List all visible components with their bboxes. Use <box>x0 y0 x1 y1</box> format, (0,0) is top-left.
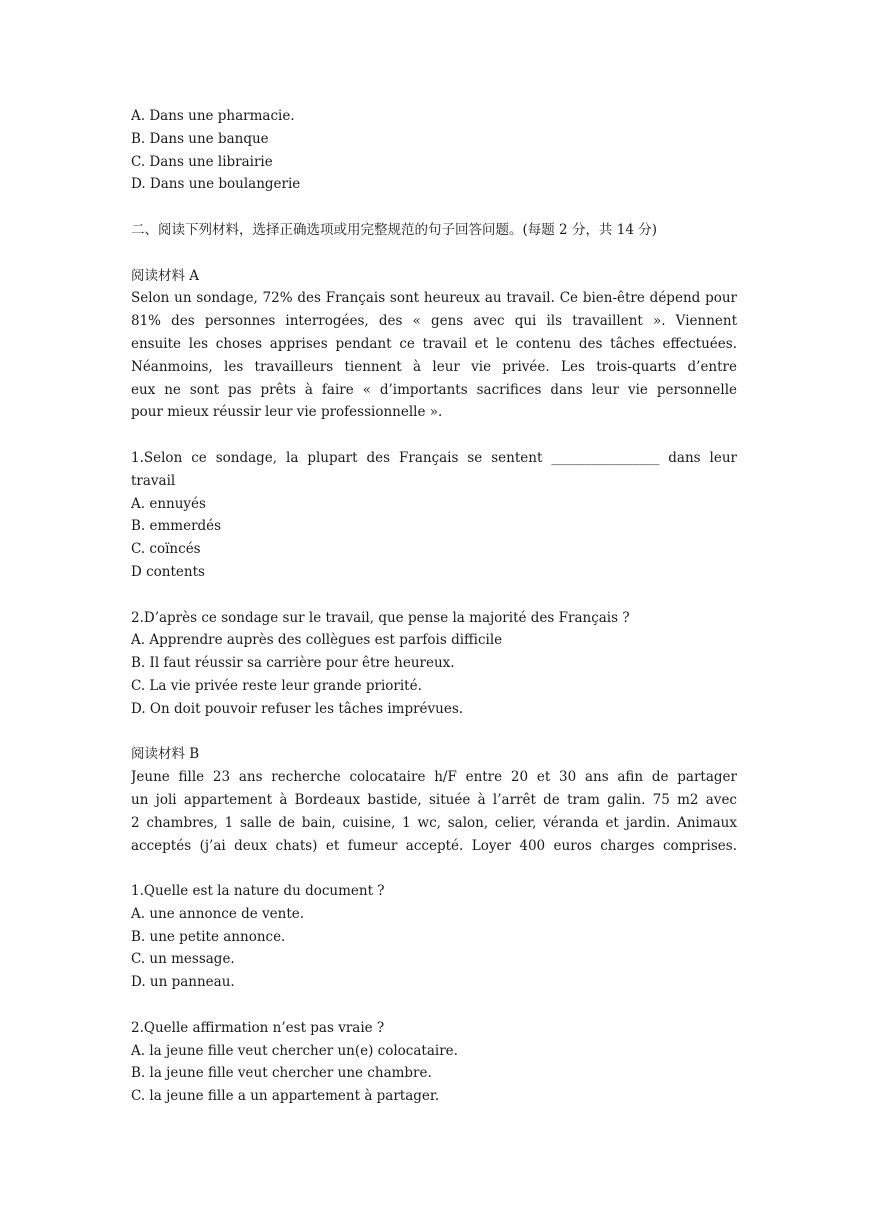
material-a-question-2 <box>131 607 737 721</box>
question-stem: 2.Quelle affirmation n’est pas vraie ? <box>131 1019 385 1036</box>
option-c: C. Dans une librairie <box>131 153 273 170</box>
question-stem-continued: travail <box>131 472 176 489</box>
document-page <box>131 105 737 1108</box>
top-question-options <box>131 105 737 196</box>
passage-line: un joli appartement à Bordeaux bastide, située à l’arrêt de tram galin. 75 m2 avec <box>131 791 737 808</box>
option-b: B. la jeune fille veut chercher une chambre. <box>131 1065 432 1082</box>
passage-line: eux ne sont pas prêts à faire « d’importants sacrifices dans leur vie personnelle <box>131 381 737 398</box>
option-c: C. la jeune fille a un appartement à partager. <box>131 1088 440 1105</box>
question-stem: 1.Quelle est la nature du document ? <box>131 883 385 900</box>
option-a: A. Dans une pharmacie. <box>131 108 295 124</box>
option-d: D contents <box>131 563 205 580</box>
question-stem: 2.D’après ce sondage sur le travail, que pense la majorité des Français ? <box>131 609 630 626</box>
material-b <box>131 743 737 1108</box>
passage-line: Jeune fille 23 ans recherche colocataire h/F entre 20 et 30 ans afin de partager <box>131 769 737 786</box>
passage-line: acceptés (j’ai deux chats) et fumeur accepté. Loyer 400 euros charges comprises. <box>131 837 737 854</box>
option-b: B. Dans une banque <box>131 130 269 147</box>
section-title: 二、阅读下列材料，选择正确选项或用完整规范的句子回答问题。(每题 2 分，共 14 分) <box>131 221 657 238</box>
option-c: C. La vie privée reste leur grande priorité. <box>131 677 422 694</box>
material-b-passage <box>131 766 737 857</box>
material-a-question-1 <box>131 447 737 584</box>
option-b: B. une petite annonce. <box>131 928 286 945</box>
material-b-question-1 <box>131 880 737 994</box>
question-stem: 1.Selon ce sondage, la plupart des Français se sentent ________________ dans leur <box>131 449 737 466</box>
option-a: A. ennuyés <box>131 495 206 512</box>
passage-line: 81% des personnes interrogées, des « gens avec qui ils travaillent ». Viennent <box>131 313 737 330</box>
material-a <box>131 265 737 721</box>
option-a: A. Apprendre auprès des collègues est parfois difficile <box>131 632 503 649</box>
option-a: A. une annonce de vente. <box>131 905 305 922</box>
option-b: B. emmerdés <box>131 518 222 535</box>
option-a: A. la jeune fille veut chercher un(e) colocataire. <box>131 1042 458 1059</box>
passage-line: ensuite les choses apprises pendant ce travail et le contenu des tâches effectuées. <box>131 335 737 352</box>
option-d: D. On doit pouvoir refuser les tâches imprévues. <box>131 700 464 717</box>
option-b: B. Il faut réussir sa carrière pour être heureux. <box>131 655 455 672</box>
passage-line: Selon un sondage, 72% des Français sont heureux au travail. Ce bien-être dépend pour <box>131 290 737 307</box>
option-c: C. un message. <box>131 951 235 968</box>
material-a-heading: 阅读材料 A <box>131 267 200 284</box>
passage-line: pour mieux réussir leur vie professionnelle ». <box>131 404 443 421</box>
option-c: C. coïncés <box>131 541 201 558</box>
passage-line: Néanmoins, les travailleurs tiennent à leur vie privée. Les trois-quarts d’entre <box>131 358 737 375</box>
material-b-question-2 <box>131 1017 737 1108</box>
material-a-passage <box>131 287 737 424</box>
option-d: D. un panneau. <box>131 974 235 991</box>
material-b-heading: 阅读材料 B <box>131 746 200 763</box>
passage-line: 2 chambres, 1 salle de bain, cuisine, 1 wc, salon, celier, véranda et jardin. Animaux <box>131 814 737 831</box>
option-d: D. Dans une boulangerie <box>131 176 301 193</box>
